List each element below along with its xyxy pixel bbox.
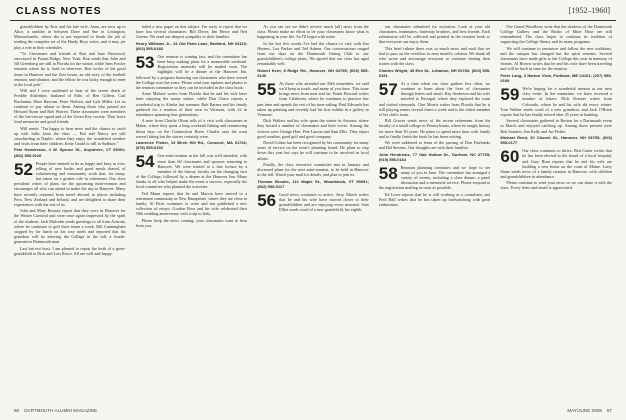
class-note-paragraph: Ed Lowe reports that he is still working as a consultant, and Fred Hall writes that he has taken up birdwatching with great enthusiasm. bbox=[378, 191, 491, 208]
class-note-paragraph: Dick Walters and his wife spent the winter in Arizona, where they hosted a number of classmates and their wives. Among the visitors were George Hart, Pete Larson and Sam Ellis. They report good weather, good golf and good company. bbox=[257, 118, 369, 139]
page-header bbox=[10, 6, 616, 21]
class-note-paragraph: This brief tribute there was so much news and mail that we had to pass on the overflow to next month's column. We thank all who wrote and encourage everyone to continue sharing their stories with the class. bbox=[378, 45, 491, 67]
correspondent-signature: Henry Williams Jr., 24 Old Farm Lane, Bedford, NH 03110; (603) 555-0183 bbox=[135, 40, 248, 51]
class-note-paragraph: failed a new paper on this subject. I'm sorry to report that we have lost several classmates: Bill Dever, Jim Hesse and Ned Greene. We send our deepest sympathy to their families. bbox=[135, 24, 248, 40]
correspondent-signature: Pete Henderson, 4 W. Spruce St., Anywhere, VT 05001; (802) 555-0126 bbox=[14, 147, 126, 158]
class-note-paragraph: Please keep the news coming; your classmates want to hear from you. bbox=[135, 217, 248, 228]
class-note-paragraph: Please continue to send your news so we can share it with the class. Every letter and email is appreciated. bbox=[500, 180, 612, 191]
class-note-paragraph: 55 As those who attended our 50th remember, we said we'd keep in touch, and many of you have. This issue brings news from near and far. Frank Howard writes from California, where he continues to practice law part time and spends the rest of his time sailing. Paul Edwards has taken up painting and recently had his first exhibit in a gallery in Vermont. bbox=[257, 79, 369, 117]
class-note-paragraph: 53 Our reunion is coming fast, and the committee has been busy making plans for a memorable weekend. Registration materials will be mailed soon. The highlight will be a dinner at the Hanover Inn, followed by a program honoring our classmates who have served the College over the years. Please send your updates and photos to the reunion committee so they can be included in the class book. bbox=[135, 52, 248, 90]
class-note-paragraph: We will continue to reminisce and follow the new traditions, and the campus has changed but the spirit remains. Several classmates have made gifts to the College this year in memory of friends. Al Brown writes that he and his wife have been traveling and will be back in time for the reunion. bbox=[500, 45, 612, 72]
class-note-paragraph: Arnie Meltzer writes from Florida that he and his wife have been enjoying the sunny winter, while Don Chase reports a wonderful trip to Alaska last summer. Bob Barnes and his family gathered for a reunion of their own in Vermont, with 22 in attendance spanning four generations. bbox=[135, 91, 248, 117]
correspondent-signature: Thomas Brooks, 112 Maple St., Woodstock, VT 05091; (802) 555-0117 bbox=[257, 178, 369, 189]
class-note-paragraph: Finally, the class executive committee met in January and discussed plans for the next mini-reunion, to be held in Hanover in the fall. Watch your mail for details, and plan to join us. bbox=[257, 161, 369, 178]
class-note-paragraph: David Cohen has been recognized by his community for many years of service on the town's planning board. He plans to step down this year but says he will continue to be involved in local affairs. bbox=[257, 140, 369, 161]
class-note-paragraph: Will and I were saddened to hear of the recent death of Freddie Schlenker, husband of Edie, of Ben Gilbert, Carl Buchanan, Dave Bascom, Peter Nielsen, and Lyle Miller. Let us continue to pay tribute to them. Among those who passed are Howard Stone and Bob Warren. These classmates were members of the fire-rescue squad and of the Green Key society. They leave fond memories and good friends. bbox=[14, 88, 126, 125]
class-year-heading: 52 bbox=[14, 159, 33, 179]
class-note-paragraph: Ted Mann reports that he and Marcia have moved to a retirement community in New Hampshire, where they are close to family. Al Fitch continues to write and has published a new collection of essays. Gordon Ross and his wife celebrated their 50th wedding anniversary with a trip to Italy. bbox=[135, 190, 248, 217]
class-note-paragraph: 56 Good news continues to arrive. Jerry Marsh writes that he and his wife have moved closer to their grandchildren and are enjoying every moment. Stan Elliot sends word of a new grandchild, his eighth. bbox=[257, 190, 369, 213]
class-note-paragraph: We were saddened to learn of the passing of Don Fairbanks and Hal Stevens. Our thoughts are with their families. bbox=[378, 140, 491, 151]
footer-left bbox=[14, 408, 97, 413]
correspondent-signature: Robert Kent, 8 Ridge Rd., Hanover, NH 03755; (603) 555-0140 bbox=[257, 67, 369, 78]
class-note-paragraph: Our Grand Woodbury write that the shadows of the Dartmouth College Gallery and the Books of Mine Hour are still remembered. The class hopes to continue its tradition of supporting the College library and its many programs. bbox=[500, 24, 612, 45]
class-note-paragraph: 58 Reunion planning continues and we hope to see many of you in June. The committee has arranged a variety of events, including a class dinner, a panel discussion and a memorial service. Please respond to the registration mailing as soon as possible. bbox=[378, 163, 491, 191]
class-year-heading: 59 bbox=[500, 85, 520, 105]
footer-right bbox=[567, 408, 612, 413]
class-note-paragraph: In the last few weeks I've had the chance to visit with Jim Haynes, Lou Parker and Ted Adams. Our conversations ranged from our days on the Dartmouth Outing Club to our grandchildren's college plans. We agreed that our class has aged remarkably well. bbox=[257, 40, 369, 67]
class-note-paragraph: Several classmates gathered in Boston for a Dartmouth event in March and enjoyed catching up. Among those present were Bob Sanders, Jim Kelly and Art Fisher. bbox=[500, 118, 612, 134]
text-column bbox=[257, 24, 369, 404]
class-note-paragraph: 52 People here seemed to be as happy and busy as ever, telling of new books and good meals shared, of volunteering and community work that, for many, has taken on a greater role in retirement. Our class president writes of plans for the upcoming mini-reunion and encourages all who can attend to make the trip to Hanover. Many have recently returned from travel abroad, to places including Peru, New Zealand and Ireland, and are delighted to share their experiences with the rest of us. bbox=[14, 159, 126, 207]
class-year-heading: 56 bbox=[257, 190, 277, 210]
class-note-paragraph: 57 At a time when our class gathers less often, we continue to learn about the lives of classmates through letters and email. Ray Anderson and his wife traveled to Portugal, where they explored the coast and visited vineyards. Chet Morris writes from Florida that he is still playing tennis several times a week and is the oldest member of his club's team. bbox=[378, 79, 491, 117]
class-note-paragraph: Will sends: "I'm happy to hear news and the chance to catch up with folks from the class — Hal and Nancy are still snowbirding in Naples, where they enjoy the wonderful weather and visits from their children. Ernie Gould is still in Sudbury." bbox=[14, 125, 126, 146]
class-note-paragraph: "To Classmates and friends of Ron and Jane Sherwood, ensconced in Pound Ridge, New York: Ron sends that John and Jill Greenberg are still in Florida for the winter, while Sam Fowler remains where he is, both in wherever. Ron writes of the good times in Hanover and the Zete house, an old story of the football reunion, and whatnot, and the fellow he was lucky enough to meet at the local pub." bbox=[14, 50, 126, 87]
class-note-paragraph: Last but not least, I am pleased to report the birth of a great-grandchild to Dick and Lois Rowe. All are well and happy. bbox=[14, 245, 126, 256]
class-year-heading: 57 bbox=[378, 79, 398, 99]
class-note-paragraph: A note from Charlie Olson tells of a visit with classmates in Maine, where they spent a long weekend fishing and reminiscing about days on the Connecticut River. Charlie says the trout weren't biting but the stories certainly were. bbox=[135, 118, 248, 139]
section-title: CLASS NOTES bbox=[16, 5, 102, 17]
class-note-paragraph: 60 Our class continues to thrive. Ben Carter writes that he has been elected to the board of a local hospital, and Gary Hunt reports that he and his wife are building a new home on the coast of Maine. Larry Stone sends news of a family reunion in Hanover, with children and grandchildren in attendance. bbox=[500, 147, 612, 179]
publication-name-left: DARTMOUTH ALUMNI MAGAZINE bbox=[24, 408, 98, 413]
year-range: [1952–1960] bbox=[568, 6, 610, 15]
class-year-heading: 60 bbox=[500, 147, 520, 167]
page-footer bbox=[14, 408, 612, 416]
class-note-paragraph: our classmates submitted for inclusion. Look at your old classmates, teammates, fraternity brothers, and best friends. Each submission will be collected and printed in the reunion book so that everyone can enjoy them. bbox=[378, 24, 491, 45]
class-year-heading: 55 bbox=[257, 79, 277, 99]
page-number-left: 66 bbox=[14, 408, 20, 413]
correspondent-signature: John Hendricks, 77 Oak Hollow Dr., Durham, NC 27705; (919) 555-0164 bbox=[378, 151, 491, 162]
class-year-heading: 53 bbox=[135, 52, 155, 72]
correspondent-signature: Lawrence Fisher, 19 Birch Hill Rd., Concord, MA 01742; (978) 555-0152 bbox=[135, 140, 248, 151]
class-note-paragraph: As you can see we didn't receive much (all) news from the class. Please make an effort to let your classmates know what is happening in your life. So I'll begin with mine. bbox=[257, 24, 369, 40]
text-columns bbox=[14, 24, 612, 404]
correspondent-signature: Peter Lang, 3 Harbor View, Portland, ME 04101; (207) 555-0109 bbox=[500, 72, 612, 83]
class-note-paragraph: 59 We're hoping for a wonderful turnout at our next class event. In the meantime, we have received a number of letters. Dick Kramer writes from Colorado, where he and his wife ski every winter. Tom Walker sends word of a new grandson, and Jack O'Brien reports that he has finally retired after 45 years in banking. bbox=[500, 85, 612, 117]
correspondent-signature: Michael Reed, 20 Church St., Hanover, NH 03755; (603) 555-0177 bbox=[500, 134, 612, 146]
text-column bbox=[379, 24, 491, 404]
text-column bbox=[14, 24, 126, 404]
publication-date-right: MAY/JUNE 2008 bbox=[567, 408, 602, 413]
class-note-paragraph: grandchildren by Kris and his late wife, Anna, are now up to Alice, a rambler in between Dave and Sue in Lexington, Massachusetts, where she is not expected to finish the job of reading the complete set of the Hardy Boys series, and it may yet play a role in their schedules. bbox=[14, 24, 126, 50]
page-number-right: 67 bbox=[606, 408, 612, 413]
class-year-heading: 54 bbox=[135, 152, 155, 172]
class-year-heading: 58 bbox=[378, 163, 398, 183]
class-note-paragraph: 54 Our mini-reunion in the fall was well attended, with more than 60 classmates and spouses returning to Hanover. We were treated to a fine lecture by a member of the history faculty on the changing face of the College, followed by a dinner at the Hanover Inn. Many thanks to all who helped make the event a success, especially the local committee who planned the activities. bbox=[135, 152, 248, 190]
text-column bbox=[136, 24, 248, 404]
correspondent-signature: Charles Wright, 45 Elm St., Lebanon, NH 03766; (603) 555-0191 bbox=[378, 67, 491, 78]
text-column bbox=[500, 24, 612, 404]
class-note-paragraph: John and Mary Bonney report that they were in Hanover for the Winter Carnival and were once again impressed by the spirit of the students. Jack Malcolm sends greetings to all from Arizona, where he continues to golf three times a week. Bill Cunningham stopped by for lunch on his way north and reported that his grandson will be entering the College in the fall, a fourth-generation Dartmouth man. bbox=[14, 208, 126, 245]
class-note-paragraph: Bill Graves sends news of his recent retirement from the faculty of a small college in Pennsylvania, where he taught history for more than 30 years. He plans to spend more time with family and to finally finish the book he has been writing. bbox=[378, 118, 491, 139]
